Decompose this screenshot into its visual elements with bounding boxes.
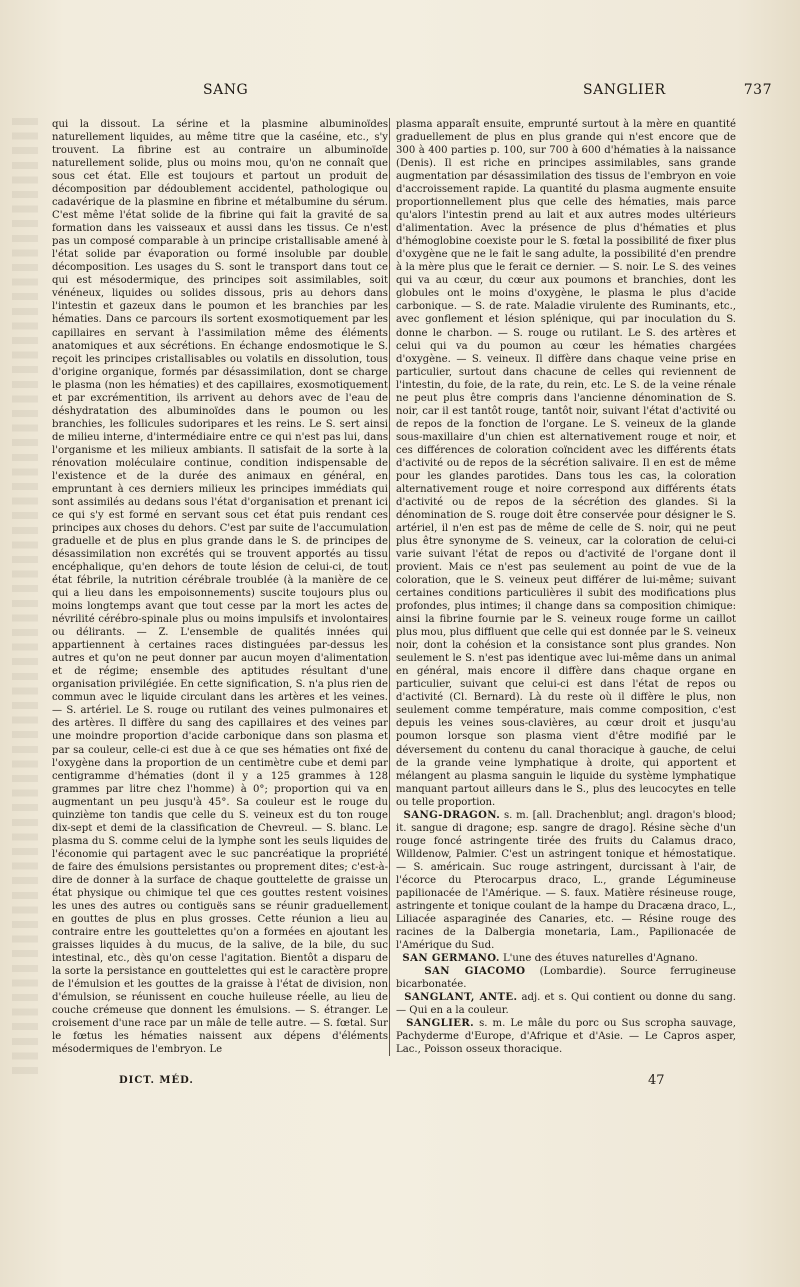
running-header	[40, 82, 772, 104]
entry-body: s. m. [all. Drachenblut; angl. dragon's blood; it. sangue di dragone; esp. sangre de drago]. Résine sèche d'un rouge foncé astringente tirée des fruits du Calamus draco, Willdenow, Palmier. C'est un astringent tonique et hémostatique. — S. américain. Suc rouge astringent, durcissant à l'air, de l'écorce du Pterocarpus draco, L., grande Légumineuse papilionacée de l'Amérique. — S. faux. Matière résineuse rouge, astringente et tonique coulant de la hampe du Dracæna draco, L., Liliacée asparaginée des Canaries, etc. — Résine rouge des racines de la Dalbergia monetaria, Lam., Papilionacée de l'Amérique du Sud.	[396, 809, 736, 951]
entry-body: s. m. Le mâle du porc ou Sus scropha sauvage, Pachyderme d'Europe, d'Afrique et d'Asie. — Le Capros asper, Lac., Poisson osseux thoracique.	[396, 1018, 736, 1056]
header-left-word: SANG	[203, 82, 249, 98]
header-page-number: 737	[743, 82, 772, 98]
signature-mark: DICT. MÉD.	[119, 1075, 194, 1086]
sheet-number: 47	[648, 1073, 665, 1088]
entry-head: SANGLIER.	[406, 1018, 475, 1030]
right-column-continuation: plasma apparaît ensuite, emprunté surtout à la mère en quantité graduellement de plus en plus grande qui n'est encore que de 300 à 400 parties p. 100, sur 700 à 600 d'hématies à la naissance (Denis). Il est riche en principes assimilables, sans grande augmentation par désassimilation des tissus de l'embryon en voie d'accroissement rapide. La quantité du plasma augmente ensuite proportionnellement plus que celle des hématies, mais parce qu'alors l'intestin prend au lait et aux autres modes ultérieurs d'alimentation. Avec la présence de plus d'hématies et plus d'hémoglobine coexiste pour le S. fœtal la possibilité de fixer plus d'oxygène que ne le fait le sang adulte, la possibilité d'en prendre à la mère plus que le ferait ce dernier. — S. noir. Le S. des veines qui va au cœur, du cœur aux poumons et branchies, dont les globules ont le moins d'oxygène, le plasma le plus d'acide carbonique. — S. de rate. Maladie virulente des Ruminants, etc., avec gonflement et lésion splénique, qui par inoculation du S. donne le charbon. — S. rouge ou rutilant. Le S. des artères et celui qui va du poumon au cœur les hématies chargées d'oxygène. — S. veineux. Il diffère dans chaque veine prise en particulier, surtout dans chacune de celles qui reviennent de l'intestin, du foie, de la rate, du rein, etc. Le S. de la veine rénale ne peut plus être compris dans l'ancienne dénomination de S. noir, car il est tantôt rouge, tantôt noir, suivant l'état d'activité ou de repos de la fonction de l'organe. Le S. veineux de la glande sous-maxillaire d'un chien est alternativement rouge et noir, et ces différences de coloration coïncident avec les différents états d'activité ou de repos de la sécrétion salivaire. Il en est de même pour les glandes parotides. Dans tous les cas, la coloration alternativement rouge et noire correspond aux différents états d'activité ou de repos de la sécrétion des glandes. Si la dénomination de S. rouge doit être conservée pour désigner le S. artériel, il n'en est pas de même de celle de S. noir, qui ne peut plus être synonyme de S. veineux, car la coloration de celui-ci varie suivant l'état de repos ou d'activité de l'organe dont il provient. Mais ce n'est pas seulement au point de vue de la coloration, que le S. veineux peut différer de lui-même; suivant certaines conditions particulières il subit des modifications plus profondes, plus intimes; il change dans sa composition chimique: ainsi la fibrine fournie par le S. veineux rouge forme un caillot plus mou, plus diffluent que celle qui est donnée par le S. veineux noir, dont la cohésion et la consistance sont plus grandes. Non seulement le S. n'est pas identique avec lui-même dans un animal en général, mais encore il diffère dans chaque organe en particulier, suivant que celui-ci est dans l'état de repos ou d'activité (Cl. Bernard). Là du reste où il diffère le plus, non seulement comme température, mais comme composition, c'est depuis les veines sous-clavières, au cœur droit et jusqu'au poumon lorsque son plasma vient d'être modifié par le déversement du contenu du canal thoracique à gauche, de celui de la grande veine lymphatique à droite, qui apportent et mélangent au plasma sanguin le liquide du système lymphatique manquant partout ailleurs dans le S., plus des leucocytes en telle ou telle proportion.	[396, 119, 736, 808]
entry-sang-dragon	[396, 809, 736, 952]
entry-san-giacomo	[396, 965, 736, 991]
entry-body: L'une des étuves naturelles d'Agnano.	[502, 953, 698, 964]
entry-head: SANG-DRAGON.	[403, 809, 501, 821]
left-column-text: qui la dissout. La sérine et la plasmine albuminoïdes naturellement liquides, au même titre que la caséine, etc., s'y trouvent. La fibrine est au contraire un albuminoïde naturellement solide, plus ou moins mou, qu'on ne connaît que sous cet état. Elle est toujours et partout un produit de décomposition par dédoublement accidentel, pathologique ou cadavérique de la plasmine en fibrine et métalbumine du sérum. C'est même l'état solide de la fibrine qui fait la gravité de sa formation dans les vaisseaux et aussi dans les tissus. Ce n'est pas un composé comparable à un principe cristallisable amené à l'état solide par évaporation ou formé insoluble par double décomposition. Les usages du S. sont le transport dans tout ce qui est mésodermique, des principes soit assimilables, soit vénéneux, liquides ou solides dissous, pris au dehors dans l'intestin et gazeux dans le poumon et les branchies par les hématies. Dans ce parcours ils sortent exosmotiquement par les capillaires en servant à l'assimilation même des éléments anatomiques et aux sécrétions. En échange endosmotique le S. reçoit les principes cristallisables ou volatils en dissolution, tous d'origine organique, formés par désassimilation, dont se charge le plasma (non les hématies) et des capillaires, exosmotiquement et par excrémentition, ils arrivent au dehors avec de l'eau de déshydratation des albuminoïdes dans le poumon ou les branchies, les follicules sudoripares et les reins. Le S. sert ainsi de milieu interne, d'intermédiaire entre ce qui n'est pas lui, dans l'organisme et les milieux ambiants. Il satisfait de la sorte à la rénovation moléculaire continue, condition indispensable de l'existence et de la durée des animaux en général, en empruntant à ces derniers milieux les principes immédiats qui sont assimilés au dedans sous l'état d'organisation et prenant ici ce qui s'y est formé en servant sous cet état puis rendant ces principes aux choses du dehors. C'est par suite de l'accumulation graduelle et de plus en plus grande dans le S. de principes de désassimilation non excrétés qui se trouvent apportés au tissu encéphalique, qu'en dehors de toute lésion de celui-ci, de tout état fébrile, la nutrition cérébrale troublée (à la manière de ce qui a lieu dans les empoisonnements) suscite toujours plus ou moins longtemps avant que tout cesse par la mort les actes de névrilité cérébro-spinale plus ou moins impulsifs et involontaires ou délirants. — Z. L'ensemble de qualités innées qui appartiennent à certaines races distinguées par-dessus les autres et qu'on ne peut donner par aucun moyen d'alimentation et de régime; ensemble des aptitudes résultant d'une organisation privilégiée. En cette signification, S. n'a plus rien de commun avec le liquide circulant dans les artères et les veines. — S. artériel. Le S. rouge ou rutilant des veines pulmonaires et des artères. Il diffère du sang des capillaires et des veines par une moindre proportion d'acide carbonique dans son plasma et par sa couleur, celle-ci est due à ce que ses hématies ont fixé de l'oxygène dans la proportion de un centimètre cube et demi par centigramme d'hématies (dont il y a 125 grammes à 128 grammes par litre chez l'homme) à 0°; proportion qui va en augmentant un peu jusqu'à 45°. Sa couleur est le rouge du quinzième ton tandis que celle du S. veineux est du ton rouge dix-sept et demi de la classification de Chevreul. — S. blanc. Le plasma du S. comme celui de la lymphe sont les seuls liquides de l'économie qui partagent avec le suc pancréatique la propriété de faire des émulsions persistantes ou proprement dites; c'est-à-dire de donner à la surface de chaque gouttelette de graisse un état physique ou chimique tel que ces gouttes restent voisines les unes des autres ou contiguës sans se réunir graduellement en gouttes de plus en plus grosses. Cette réunion a lieu au contraire entre les gouttelettes qu'on a formées en ajoutant les graisses liquides à du mucus, de la salive, de la bile, du suc intestinal, etc., dès qu'on cesse l'agitation. Bientôt a disparu de la sorte la persistance en gouttelettes qui est le caractère propre de l'émulsion et les gouttes de la graisse à l'état de division, non d'émulsion, se réunissent en couche huileuse réelle, au lieu de couche crémeuse que donnent les émulsions. — S. étranger. Le croisement d'une race par un mâle de telle autre. — S. fœtal. Sur le fœtus les hématies naissent aux dépens d'éléments mésodermiques de l'embryon. Le	[52, 119, 388, 1056]
entry-sanglant	[396, 991, 736, 1017]
entry-head: SAN GERMANO.	[402, 953, 500, 964]
entry-body: adj. et s. Qui contient ou donne du sang. — Qui en a la couleur.	[396, 992, 736, 1017]
entry-sanglier	[396, 1017, 736, 1056]
header-center-word: SANGLIER	[583, 82, 666, 98]
entry-san-germano	[396, 952, 736, 965]
left-column	[52, 118, 388, 1056]
right-column	[396, 118, 736, 1056]
entry-body: (Lombardie). Source ferrugineuse bicarbonatée.	[396, 966, 736, 991]
entry-head: SAN GIACOMO	[424, 966, 526, 978]
entry-head: SANGLANT, ANTE.	[404, 992, 518, 1004]
column-divider	[389, 118, 390, 1056]
bleed-through-margin	[12, 118, 38, 1078]
